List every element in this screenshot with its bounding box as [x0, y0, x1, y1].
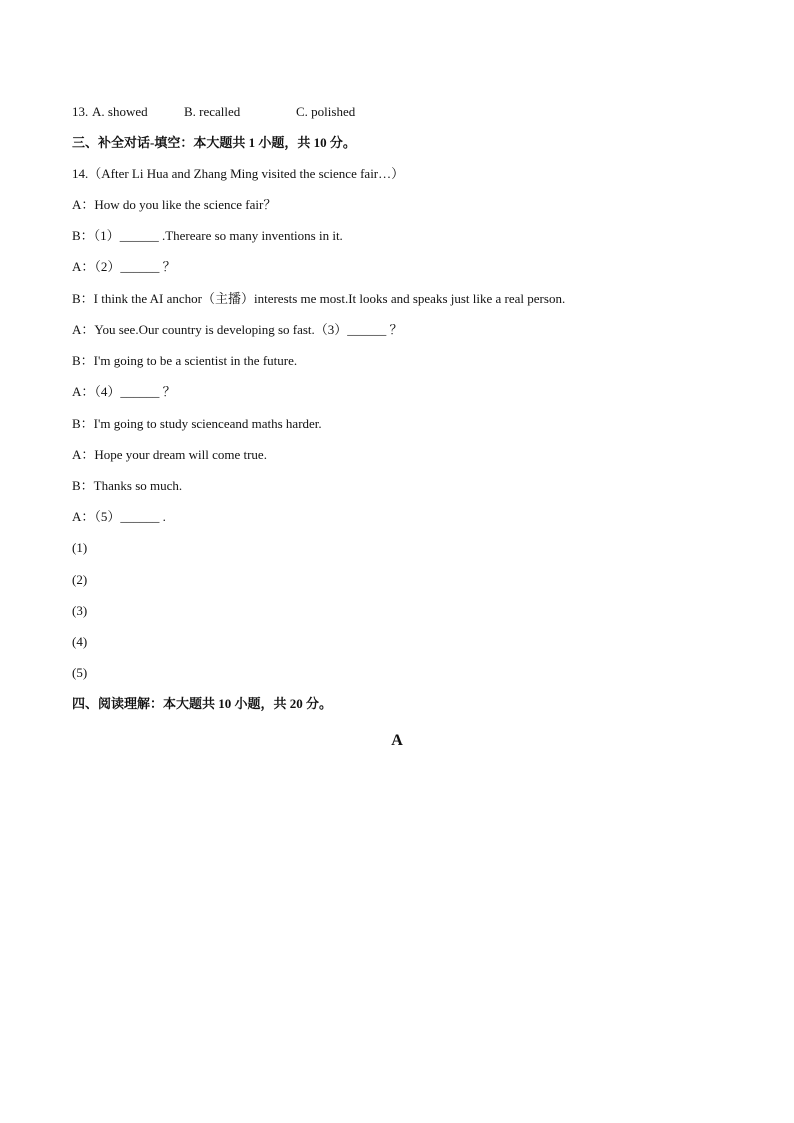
answer-blank: ______	[120, 384, 160, 399]
answer-blank: ______	[119, 228, 159, 243]
dialogue-line	[72, 290, 565, 308]
speaker-label: A：	[72, 197, 95, 212]
question-14-intro: 14.（After Li Hua and Zhang Ming visited the science fair…）	[72, 166, 405, 181]
dialogue-line	[72, 321, 403, 339]
speaker-label: B：	[72, 353, 94, 368]
option-c: C. polished	[296, 104, 356, 119]
dialogue-text: Thanks so much.	[93, 478, 183, 493]
dialogue-line	[72, 352, 297, 370]
dialogue-line	[72, 196, 276, 214]
answer-blank: ______	[347, 322, 387, 337]
speaker-label: B：	[72, 228, 94, 243]
speaker-label: B：	[72, 416, 94, 431]
dialogue-line	[72, 477, 182, 495]
dialogue-text: How do you like the science fair？	[94, 197, 277, 212]
speaker-label: A：	[72, 384, 95, 399]
dialogue-text: ？	[162, 259, 176, 274]
passage-title: A	[391, 732, 403, 749]
dialogue-line	[72, 508, 166, 526]
answer-line-2: (2)	[72, 572, 88, 587]
answer-blank: ______	[120, 509, 160, 524]
blank-number: （4）	[94, 384, 121, 399]
section-3-heading: 三、补全对话-填空：本大题共 1 小题，共 10 分。	[72, 135, 356, 150]
answer-line-4: (4)	[72, 634, 88, 649]
dialogue-text: .Thereare so many inventions in it.	[161, 228, 343, 243]
dialogue-text: Hope your dream will come true.	[94, 447, 267, 462]
dialogue-text: ？	[389, 322, 403, 337]
question-number: 13.	[72, 104, 89, 119]
speaker-label: B：	[72, 478, 94, 493]
blank-number: （2）	[94, 259, 121, 274]
question-13-options	[72, 103, 356, 121]
answer-line-1: (1)	[72, 540, 88, 555]
answer-blank: ______	[120, 259, 160, 274]
speaker-label: A：	[72, 322, 95, 337]
answer-line-3: (3)	[72, 603, 88, 618]
speaker-label: A：	[72, 509, 95, 524]
speaker-label: A：	[72, 259, 95, 274]
option-b: B. recalled	[184, 104, 241, 119]
dialogue-line	[72, 227, 343, 245]
dialogue-text: .	[162, 509, 166, 524]
dialogue-text: I'm going to be a scientist in the future.	[93, 353, 298, 368]
dialogue-text: I'm going to study scienceand maths harder.	[93, 416, 322, 431]
dialogue-text: I think the AI anchor（主播）interests me most.It looks and speaks just like a real person.	[93, 291, 566, 306]
blank-number: （5）	[94, 509, 121, 524]
section-4-heading: 四、阅读理解：本大题共 10 小题，共 20 分。	[72, 696, 333, 711]
dialogue-line	[72, 446, 267, 464]
blank-number: （1）	[93, 228, 120, 243]
dialogue-line	[72, 258, 176, 276]
answer-line-5: (5)	[72, 665, 88, 680]
dialogue-line	[72, 415, 322, 433]
dialogue-text: You see.Our country is developing so fast.（3）	[94, 322, 348, 337]
dialogue-line	[72, 383, 176, 401]
dialogue-text: ？	[162, 384, 176, 399]
speaker-label: A：	[72, 447, 95, 462]
speaker-label: B：	[72, 291, 94, 306]
option-a: A. showed	[92, 104, 148, 119]
